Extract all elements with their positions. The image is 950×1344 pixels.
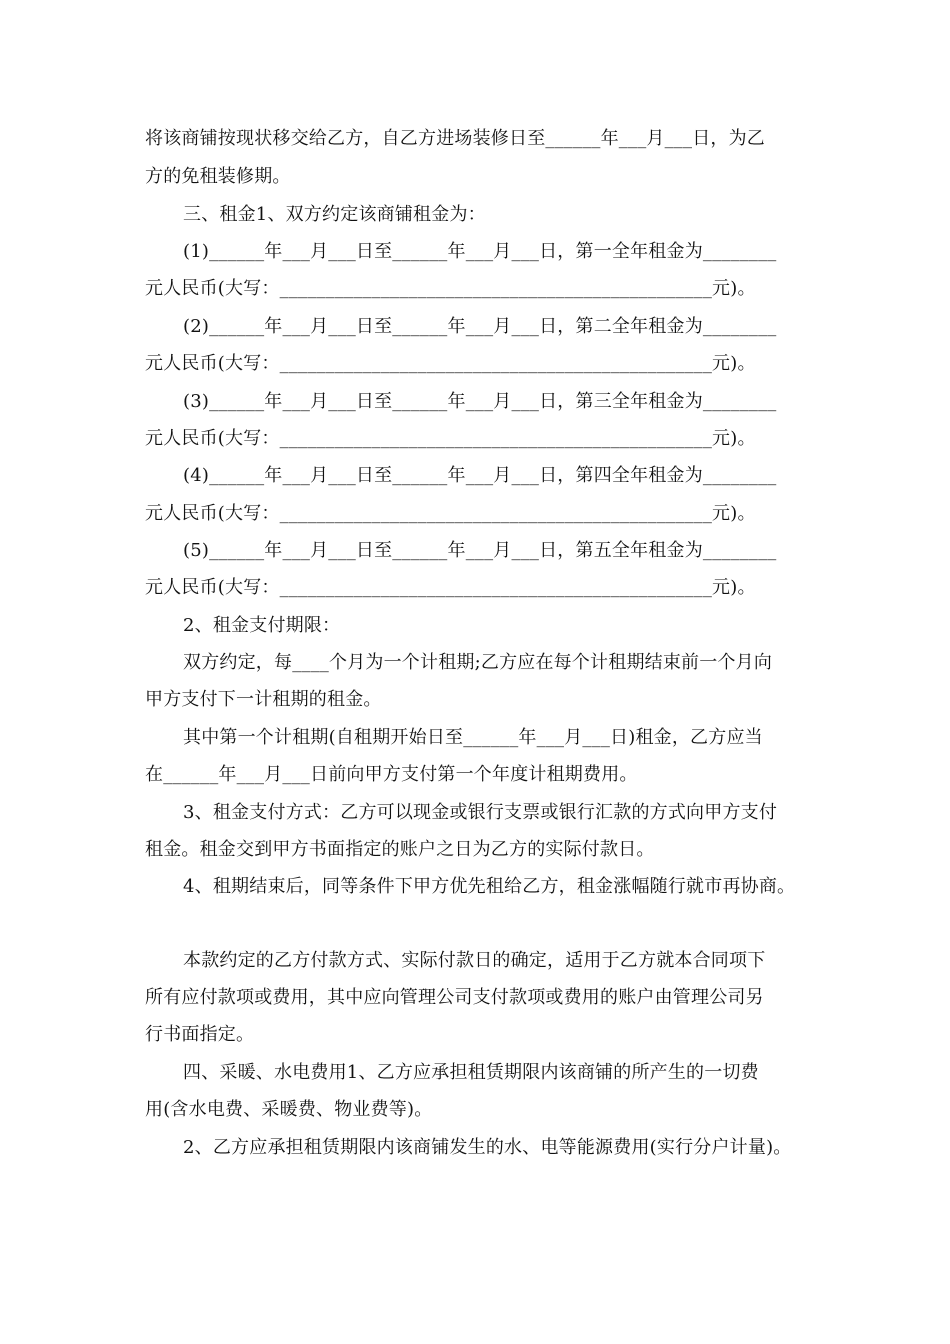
- text-line: 3、租金支付方式：乙方可以现金或银行支票或银行汇款的方式向甲方支付: [183, 802, 778, 823]
- text-line: 租金。租金交到甲方书面指定的账户之日为乙方的实际付款日。: [145, 839, 655, 860]
- text-line: 将该商铺按现状移交给乙方，自乙方进场装修日至______年___月___日，为乙: [145, 128, 765, 149]
- payment-term-heading: 2、租金支付期限：: [183, 615, 341, 636]
- text-line: 2、乙方应承担租赁期限内该商铺发生的水、电等能源费用(实行分户计量)。: [183, 1137, 792, 1158]
- section-heading-rent: 三、租金1、双方约定该商铺租金为：: [183, 204, 486, 225]
- text-line: 双方约定，每____个月为一个计租期;乙方应在每个计租期结束前一个月向: [183, 652, 773, 673]
- rent-year-3-line: (3)______年___月___日至______年___月___日，第三全年租金为________: [183, 391, 777, 412]
- text-line: 在______年___月___日前向甲方支付第一个年度计租期费用。: [145, 764, 638, 785]
- rent-year-1-amount: 元人民币(大写：_______________________________________________元)。: [145, 278, 756, 299]
- text-line: 本款约定的乙方付款方式、实际付款日的确定，适用于乙方就本合同项下: [183, 950, 766, 971]
- text-line: 其中第一个计租期(自租期开始日至______年___月___日)租金，乙方应当: [183, 727, 763, 748]
- text-line: 用(含水电费、采暖费、物业费等)。: [145, 1099, 433, 1120]
- rent-year-1-line: (1)______年___月___日至______年___月___日，第一全年租金为________: [183, 241, 777, 262]
- rent-year-4-line: (4)______年___月___日至______年___月___日，第四全年租金为________: [183, 465, 777, 486]
- text-line: 方的免租装修期。: [145, 166, 291, 187]
- text-line: 所有应付款项或费用，其中应向管理公司支付款项或费用的账户由管理公司另: [145, 987, 764, 1008]
- rent-year-5-amount: 元人民币(大写：_______________________________________________元)。: [145, 577, 756, 598]
- rent-year-5-line: (5)______年___月___日至______年___月___日，第五全年租金为________: [183, 540, 777, 561]
- rent-year-3-amount: 元人民币(大写：_______________________________________________元)。: [145, 428, 756, 449]
- text-line: 行书面指定。: [145, 1024, 255, 1045]
- text-line: 甲方支付下一计租期的租金。: [145, 689, 382, 710]
- rent-year-4-amount: 元人民币(大写：_______________________________________________元)。: [145, 503, 756, 524]
- text-line: 4、租期结束后，同等条件下甲方优先租给乙方，租金涨幅随行就市再协商。: [183, 876, 796, 897]
- section-heading-utilities: 四、采暖、水电费用1、乙方应承担租赁期限内该商铺的所产生的一切费: [183, 1062, 759, 1083]
- rent-year-2-line: (2)______年___月___日至______年___月___日，第二全年租金为________: [183, 316, 777, 337]
- rent-year-2-amount: 元人民币(大写：_______________________________________________元)。: [145, 353, 756, 374]
